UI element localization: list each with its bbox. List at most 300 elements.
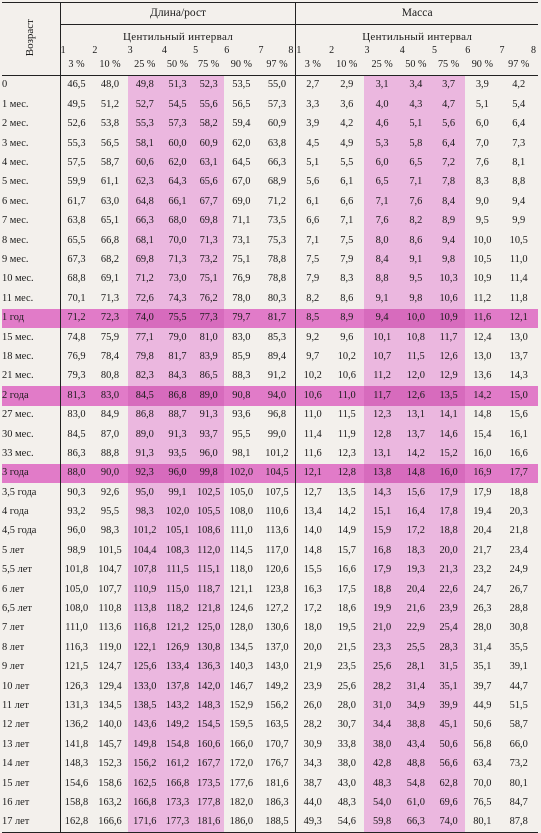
length-value: 117,0	[259, 541, 296, 560]
length-value: 149,8	[128, 735, 162, 754]
age-cell: 15 лет	[2, 774, 60, 793]
length-value: 68,1	[128, 231, 162, 250]
length-value: 92,3	[128, 464, 162, 483]
age-cell: 6 лет	[2, 580, 60, 599]
table-row	[2, 483, 538, 502]
mass-value: 54,0	[364, 793, 399, 812]
mass-value: 22,6	[432, 580, 465, 599]
length-value: 60,0	[162, 134, 193, 153]
length-value: 121,2	[162, 619, 193, 638]
mass-value: 14,9	[337, 525, 356, 537]
age-cell: 7 мес.	[2, 212, 60, 231]
length-value: 84,9	[100, 409, 120, 421]
length-value: 120,6	[259, 561, 296, 580]
length-value: 115,1	[193, 561, 224, 580]
length-value: 51,2	[100, 98, 120, 110]
mass-value: 74,0	[432, 813, 465, 833]
age-header-label: Возраст	[24, 18, 37, 56]
length-value: 59,9	[67, 176, 86, 188]
length-value: 68,0	[162, 212, 193, 231]
table-row	[2, 406, 538, 425]
length-value: 107,8	[128, 561, 162, 580]
mass-value: 16,3	[303, 583, 322, 595]
length-value: 90,8	[224, 386, 258, 405]
length-value: 111,0	[65, 622, 88, 634]
length-interval-number-7: 7	[258, 45, 264, 56]
length-percentile-97: 97 %	[259, 56, 296, 76]
mass-value: 34,4	[364, 716, 399, 735]
mass-value: 25,6	[364, 658, 399, 677]
mass-value: 9,5	[475, 215, 489, 227]
mass-value: 26,3	[473, 603, 492, 615]
mass-value: 8,6	[340, 292, 354, 304]
mass-value: 7,5	[306, 254, 320, 265]
length-value: 80,8	[100, 370, 120, 382]
table-row	[2, 212, 538, 231]
mass-value: 10,7	[364, 347, 399, 366]
age-cell: 1 мес.	[2, 95, 60, 114]
length-value: 186,0	[224, 813, 258, 833]
length-value: 75,5	[162, 309, 193, 328]
mass-value: 9,8	[432, 251, 465, 270]
mass-value: 43,4	[400, 735, 432, 754]
length-value: 76,9	[232, 273, 251, 285]
length-value: 136,2	[64, 719, 89, 731]
age-cell: 10 лет	[2, 677, 60, 696]
length-value: 91,2	[259, 367, 296, 386]
length-value: 124,6	[229, 603, 254, 615]
length-value: 104,4	[128, 541, 162, 560]
mass-value: 15,4	[473, 428, 492, 440]
length-value: 70,0	[162, 231, 193, 250]
mass-value: 39,7	[473, 680, 492, 692]
length-interval-number-1: 1	[60, 45, 66, 56]
mass-value: 5,8	[400, 134, 432, 153]
length-value: 88,0	[60, 464, 92, 483]
mass-percentile-10: 10 %	[329, 56, 364, 76]
length-value: 99,0	[259, 425, 296, 444]
length-value: 110,9	[128, 580, 162, 599]
mass-value: 25,6	[337, 680, 356, 692]
mass-value: 16,4	[400, 503, 432, 522]
length-value: 60,6	[128, 154, 162, 173]
length-value: 79,3	[67, 370, 86, 382]
table-row	[2, 192, 538, 211]
mass-value: 10,5	[473, 254, 492, 265]
mass-value: 8,9	[329, 309, 364, 328]
length-value: 105,0	[64, 583, 89, 595]
length-value: 96,0	[193, 444, 224, 463]
length-value: 57,3	[259, 95, 296, 114]
length-value: 84,5	[128, 386, 162, 405]
mass-value: 7,1	[400, 173, 432, 192]
length-value: 171,6	[128, 813, 162, 833]
length-value: 101,2	[259, 444, 296, 463]
length-value: 78,0	[232, 292, 251, 304]
length-value: 57,5	[67, 157, 86, 169]
mass-value: 12,8	[364, 425, 399, 444]
mass-value: 3,3	[306, 98, 320, 110]
length-value: 61,7	[67, 195, 86, 207]
mass-interval-number-3: 3	[364, 45, 370, 56]
mass-value: 14,3	[364, 483, 399, 502]
table-row	[2, 561, 538, 580]
table-row	[2, 716, 538, 735]
mass-value: 6,0	[364, 154, 399, 173]
length-value: 91,3	[128, 444, 162, 463]
mass-value: 18,8	[509, 486, 528, 498]
length-value: 133,0	[128, 677, 162, 696]
length-value: 104,5	[259, 464, 296, 483]
mass-value: 9,7	[306, 350, 320, 362]
interval-number-row	[2, 43, 538, 56]
length-value: 93,2	[67, 506, 86, 518]
length-interval-number-7	[259, 43, 296, 56]
length-value: 158,8	[64, 796, 89, 808]
mass-value: 17,2	[303, 603, 322, 615]
mass-value: 6,5	[364, 173, 399, 192]
mass-value: 20,4	[400, 580, 432, 599]
mass-value: 8,2	[306, 292, 320, 304]
mass-value: 11,7	[432, 328, 465, 347]
mass-value: 20,3	[509, 506, 528, 518]
length-value: 51,3	[162, 76, 193, 96]
length-value: 86,8	[162, 386, 193, 405]
mass-value: 12,0	[400, 367, 432, 386]
age-cell: 5 мес.	[2, 173, 60, 192]
mass-value: 8,0	[364, 231, 399, 250]
mass-value: 17,9	[473, 486, 492, 498]
length-value: 134,5	[98, 699, 122, 711]
mass-value: 14,0	[303, 525, 322, 537]
length-value: 73,5	[259, 212, 296, 231]
length-value: 118,2	[162, 600, 193, 619]
age-cell: 2 года	[2, 386, 60, 405]
mass-value: 6,1	[306, 195, 320, 207]
mass-value: 12,9	[432, 367, 465, 386]
length-value: 62,3	[128, 173, 162, 192]
length-value: 166,0	[229, 738, 254, 750]
length-value: 113,6	[259, 522, 296, 541]
mass-value: 16,9	[465, 464, 499, 483]
mass-value: 28,2	[303, 719, 322, 731]
age-cell: 10 мес.	[2, 270, 60, 289]
mass-value: 49,3	[296, 813, 329, 833]
age-cell: 30 мес.	[2, 425, 60, 444]
length-value: 159,5	[229, 719, 254, 731]
mass-value: 15,7	[337, 544, 356, 556]
mass-value: 17,8	[432, 503, 465, 522]
age-cell: 13 лет	[2, 735, 60, 754]
mass-value: 31,4	[473, 641, 492, 653]
length-value: 114,5	[229, 544, 253, 556]
mass-value: 23,2	[473, 564, 492, 576]
mass-value: 15,9	[364, 522, 399, 541]
length-value: 75,1	[193, 270, 224, 289]
mass-percentile-3: 3 %	[296, 56, 329, 76]
mass-value: 9,5	[400, 270, 432, 289]
length-interval-number-2: 2	[92, 45, 98, 56]
age-cell: 3 мес.	[2, 134, 60, 153]
mass-value: 10,0	[473, 234, 492, 246]
length-value: 140,0	[98, 719, 122, 731]
length-value: 98,3	[128, 503, 162, 522]
length-value: 166,6	[92, 813, 127, 833]
mass-value: 7,1	[364, 192, 399, 211]
mass-value: 7,0	[475, 137, 489, 149]
mass-value: 23,5	[337, 661, 356, 673]
length-percentile-10: 10 %	[92, 56, 127, 76]
mass-value: 21,8	[509, 525, 528, 537]
length-value: 64,8	[128, 192, 162, 211]
length-value: 91,3	[193, 406, 224, 425]
table-row	[2, 289, 538, 308]
mass-value: 13,8	[364, 464, 399, 483]
length-interval-number-3: 3	[127, 45, 133, 56]
length-value: 53,5	[232, 79, 251, 91]
mass-value: 13,6	[473, 370, 492, 382]
length-value: 69,8	[193, 212, 224, 231]
mass-value: 12,8	[329, 464, 364, 483]
table-row	[2, 541, 538, 560]
length-value: 73,2	[193, 251, 224, 270]
mass-value: 14,2	[400, 444, 432, 463]
mass-value: 9,8	[400, 289, 432, 308]
table-row	[2, 251, 538, 270]
mass-percentile-25: 25 %	[364, 56, 399, 76]
mass-value: 4,9	[340, 137, 354, 149]
length-value: 79,7	[224, 309, 258, 328]
length-value: 102,0	[224, 464, 258, 483]
mass-value: 21,5	[337, 641, 356, 653]
length-value: 93,6	[232, 409, 251, 421]
length-value: 186,3	[259, 793, 296, 812]
mass-percentile-75: 75 %	[432, 56, 465, 76]
length-value: 122,1	[128, 638, 162, 657]
length-value: 49,5	[67, 98, 86, 110]
length-value: 83,9	[193, 347, 224, 366]
table-row	[2, 173, 538, 192]
table-row	[2, 347, 538, 366]
mass-value: 48,8	[400, 755, 432, 774]
mass-value: 14,1	[432, 406, 465, 425]
length-value: 96,0	[67, 525, 86, 537]
mass-value: 38,8	[400, 716, 432, 735]
mass-value: 39,1	[509, 661, 528, 673]
mass-value: 48,3	[337, 796, 356, 808]
age-cell: 15 мес.	[2, 328, 60, 347]
mass-value: 28,2	[364, 677, 399, 696]
mass-value: 10,0	[400, 309, 432, 328]
length-value: 71,3	[193, 231, 224, 250]
length-value: 116,8	[128, 619, 162, 638]
length-value: 143,2	[162, 697, 193, 716]
age-cell: 18 мес.	[2, 347, 60, 366]
mass-value: 31,4	[400, 677, 432, 696]
mass-value: 11,2	[364, 367, 399, 386]
length-value: 126,9	[162, 638, 193, 657]
age-cell: 14 лет	[2, 755, 60, 774]
mass-value: 12,4	[473, 331, 492, 343]
length-value: 121,5	[64, 661, 89, 673]
length-value: 60,9	[259, 115, 296, 134]
mass-value: 25,4	[432, 619, 465, 638]
length-value: 125,0	[193, 619, 224, 638]
mass-value: 8,4	[364, 251, 399, 270]
length-value: 61,1	[100, 176, 120, 188]
mass-value: 80,1	[509, 777, 528, 789]
mass-value: 44,9	[473, 699, 492, 711]
length-value: 63,1	[193, 154, 224, 173]
length-value: 162,8	[60, 813, 92, 833]
length-value: 105,1	[162, 522, 193, 541]
mass-value: 6,5	[400, 154, 432, 173]
table-row	[2, 600, 538, 619]
length-value: 177,8	[193, 793, 224, 812]
length-value: 143,6	[128, 716, 162, 735]
length-value: 141,8	[64, 738, 89, 750]
table-row	[2, 677, 538, 696]
mass-value: 8,6	[400, 231, 432, 250]
length-value: 129,4	[98, 680, 122, 692]
table-row	[2, 793, 538, 812]
length-value: 107,7	[98, 583, 122, 595]
mass-value: 21,3	[432, 561, 465, 580]
mass-value: 2,9	[340, 79, 354, 91]
mass-value: 19,9	[364, 600, 399, 619]
length-value: 149,2	[162, 716, 193, 735]
length-value: 71,3	[162, 251, 193, 270]
mass-value: 8,1	[512, 157, 526, 169]
mass-value: 69,6	[432, 793, 465, 812]
length-value: 83,0	[232, 331, 251, 343]
length-value: 69,8	[128, 251, 162, 270]
length-value: 108,6	[193, 522, 224, 541]
mass-value: 62,8	[432, 774, 465, 793]
age-cell: 16 лет	[2, 793, 60, 812]
length-value: 152,9	[229, 699, 254, 711]
length-value: 71,2	[259, 192, 296, 211]
length-value: 148,3	[193, 697, 224, 716]
mass-value: 3,1	[364, 76, 399, 96]
length-value: 74,3	[162, 289, 193, 308]
mass-value: 13,0	[509, 331, 528, 343]
mass-value: 56,6	[432, 755, 465, 774]
length-value: 89,0	[128, 425, 162, 444]
length-value: 137,0	[259, 638, 296, 657]
mass-value: 10,9	[473, 273, 492, 285]
length-value: 110,8	[98, 603, 122, 615]
mass-value: 7,5	[340, 234, 354, 246]
mass-value: 5,1	[306, 157, 320, 169]
mass-value: 59,8	[364, 813, 399, 833]
length-value: 74,8	[67, 331, 86, 343]
mass-value: 12,3	[337, 447, 356, 459]
mass-value: 9,9	[512, 215, 526, 227]
length-value: 55,6	[193, 95, 224, 114]
mass-value: 28,0	[337, 699, 356, 711]
length-value: 119,0	[98, 641, 122, 653]
mass-value: 16,8	[364, 541, 399, 560]
length-value: 82,3	[128, 367, 162, 386]
length-value: 72,3	[92, 309, 127, 328]
mass-value: 18,3	[400, 541, 432, 560]
length-value: 154,5	[193, 716, 224, 735]
length-value: 113,6	[98, 622, 122, 634]
mass-interval-label: Центильный интервал	[362, 31, 473, 43]
mass-value: 4,3	[400, 95, 432, 114]
length-value: 108,0	[64, 603, 89, 615]
mass-value: 10,1	[364, 328, 399, 347]
age-cell: 8 мес.	[2, 231, 60, 250]
length-value: 108,0	[229, 506, 254, 518]
length-percentile-50: 50 %	[162, 56, 193, 76]
length-value: 86,5	[193, 367, 224, 386]
length-percentile-25: 25 %	[128, 56, 162, 76]
length-value: 86,8	[128, 406, 162, 425]
length-value: 163,5	[259, 716, 296, 735]
table-row	[2, 444, 538, 463]
mass-value: 34,3	[303, 758, 322, 770]
mass-percentile-90: 90 %	[465, 56, 499, 76]
length-value: 101,5	[98, 544, 122, 556]
length-value: 111,0	[230, 525, 253, 537]
mass-value: 4,0	[364, 95, 399, 114]
mass-value: 11,0	[303, 409, 322, 421]
mass-value: 10,9	[432, 309, 465, 328]
mass-value: 50,6	[473, 719, 492, 731]
length-value: 128,0	[229, 622, 254, 634]
length-value: 160,6	[193, 735, 224, 754]
mass-value: 21,9	[303, 661, 322, 673]
length-value: 67,0	[232, 176, 251, 188]
length-value: 99,8	[193, 464, 224, 483]
mass-value: 87,8	[499, 813, 538, 833]
mass-value: 6,4	[432, 134, 465, 153]
mass-value: 9,1	[400, 251, 432, 270]
length-value: 80,3	[259, 289, 296, 308]
length-value: 65,1	[100, 215, 120, 227]
mass-value: 7,1	[306, 234, 320, 246]
length-value: 156,2	[128, 755, 162, 774]
mass-value: 16,1	[509, 428, 528, 440]
mass-value: 19,5	[337, 622, 356, 634]
length-value: 137,8	[162, 677, 193, 696]
mass-value: 25,5	[400, 638, 432, 657]
mass-value: 28,8	[509, 603, 528, 615]
mass-value: 7,9	[340, 254, 354, 265]
mass-value: 5,5	[340, 157, 354, 169]
mass-value: 18,0	[303, 622, 322, 634]
mass-interval-number-6: 6	[465, 45, 471, 56]
mass-value: 24,9	[509, 564, 528, 576]
length-value: 76,2	[193, 289, 224, 308]
mass-value: 33,8	[337, 738, 356, 750]
mass-value: 16,6	[509, 447, 528, 459]
length-value: 125,6	[128, 658, 162, 677]
table-row	[2, 697, 538, 716]
mass-value: 15,5	[303, 564, 322, 576]
mass-value: 9,4	[432, 231, 465, 250]
mass-value: 5,6	[306, 176, 320, 188]
mass-value: 54,8	[400, 774, 432, 793]
mass-value: 11,9	[337, 428, 356, 440]
length-value: 55,3	[128, 115, 162, 134]
mass-value: 7,9	[306, 273, 320, 285]
mass-value: 17,2	[400, 522, 432, 541]
length-value: 77,3	[193, 309, 224, 328]
length-value: 154,8	[162, 735, 193, 754]
